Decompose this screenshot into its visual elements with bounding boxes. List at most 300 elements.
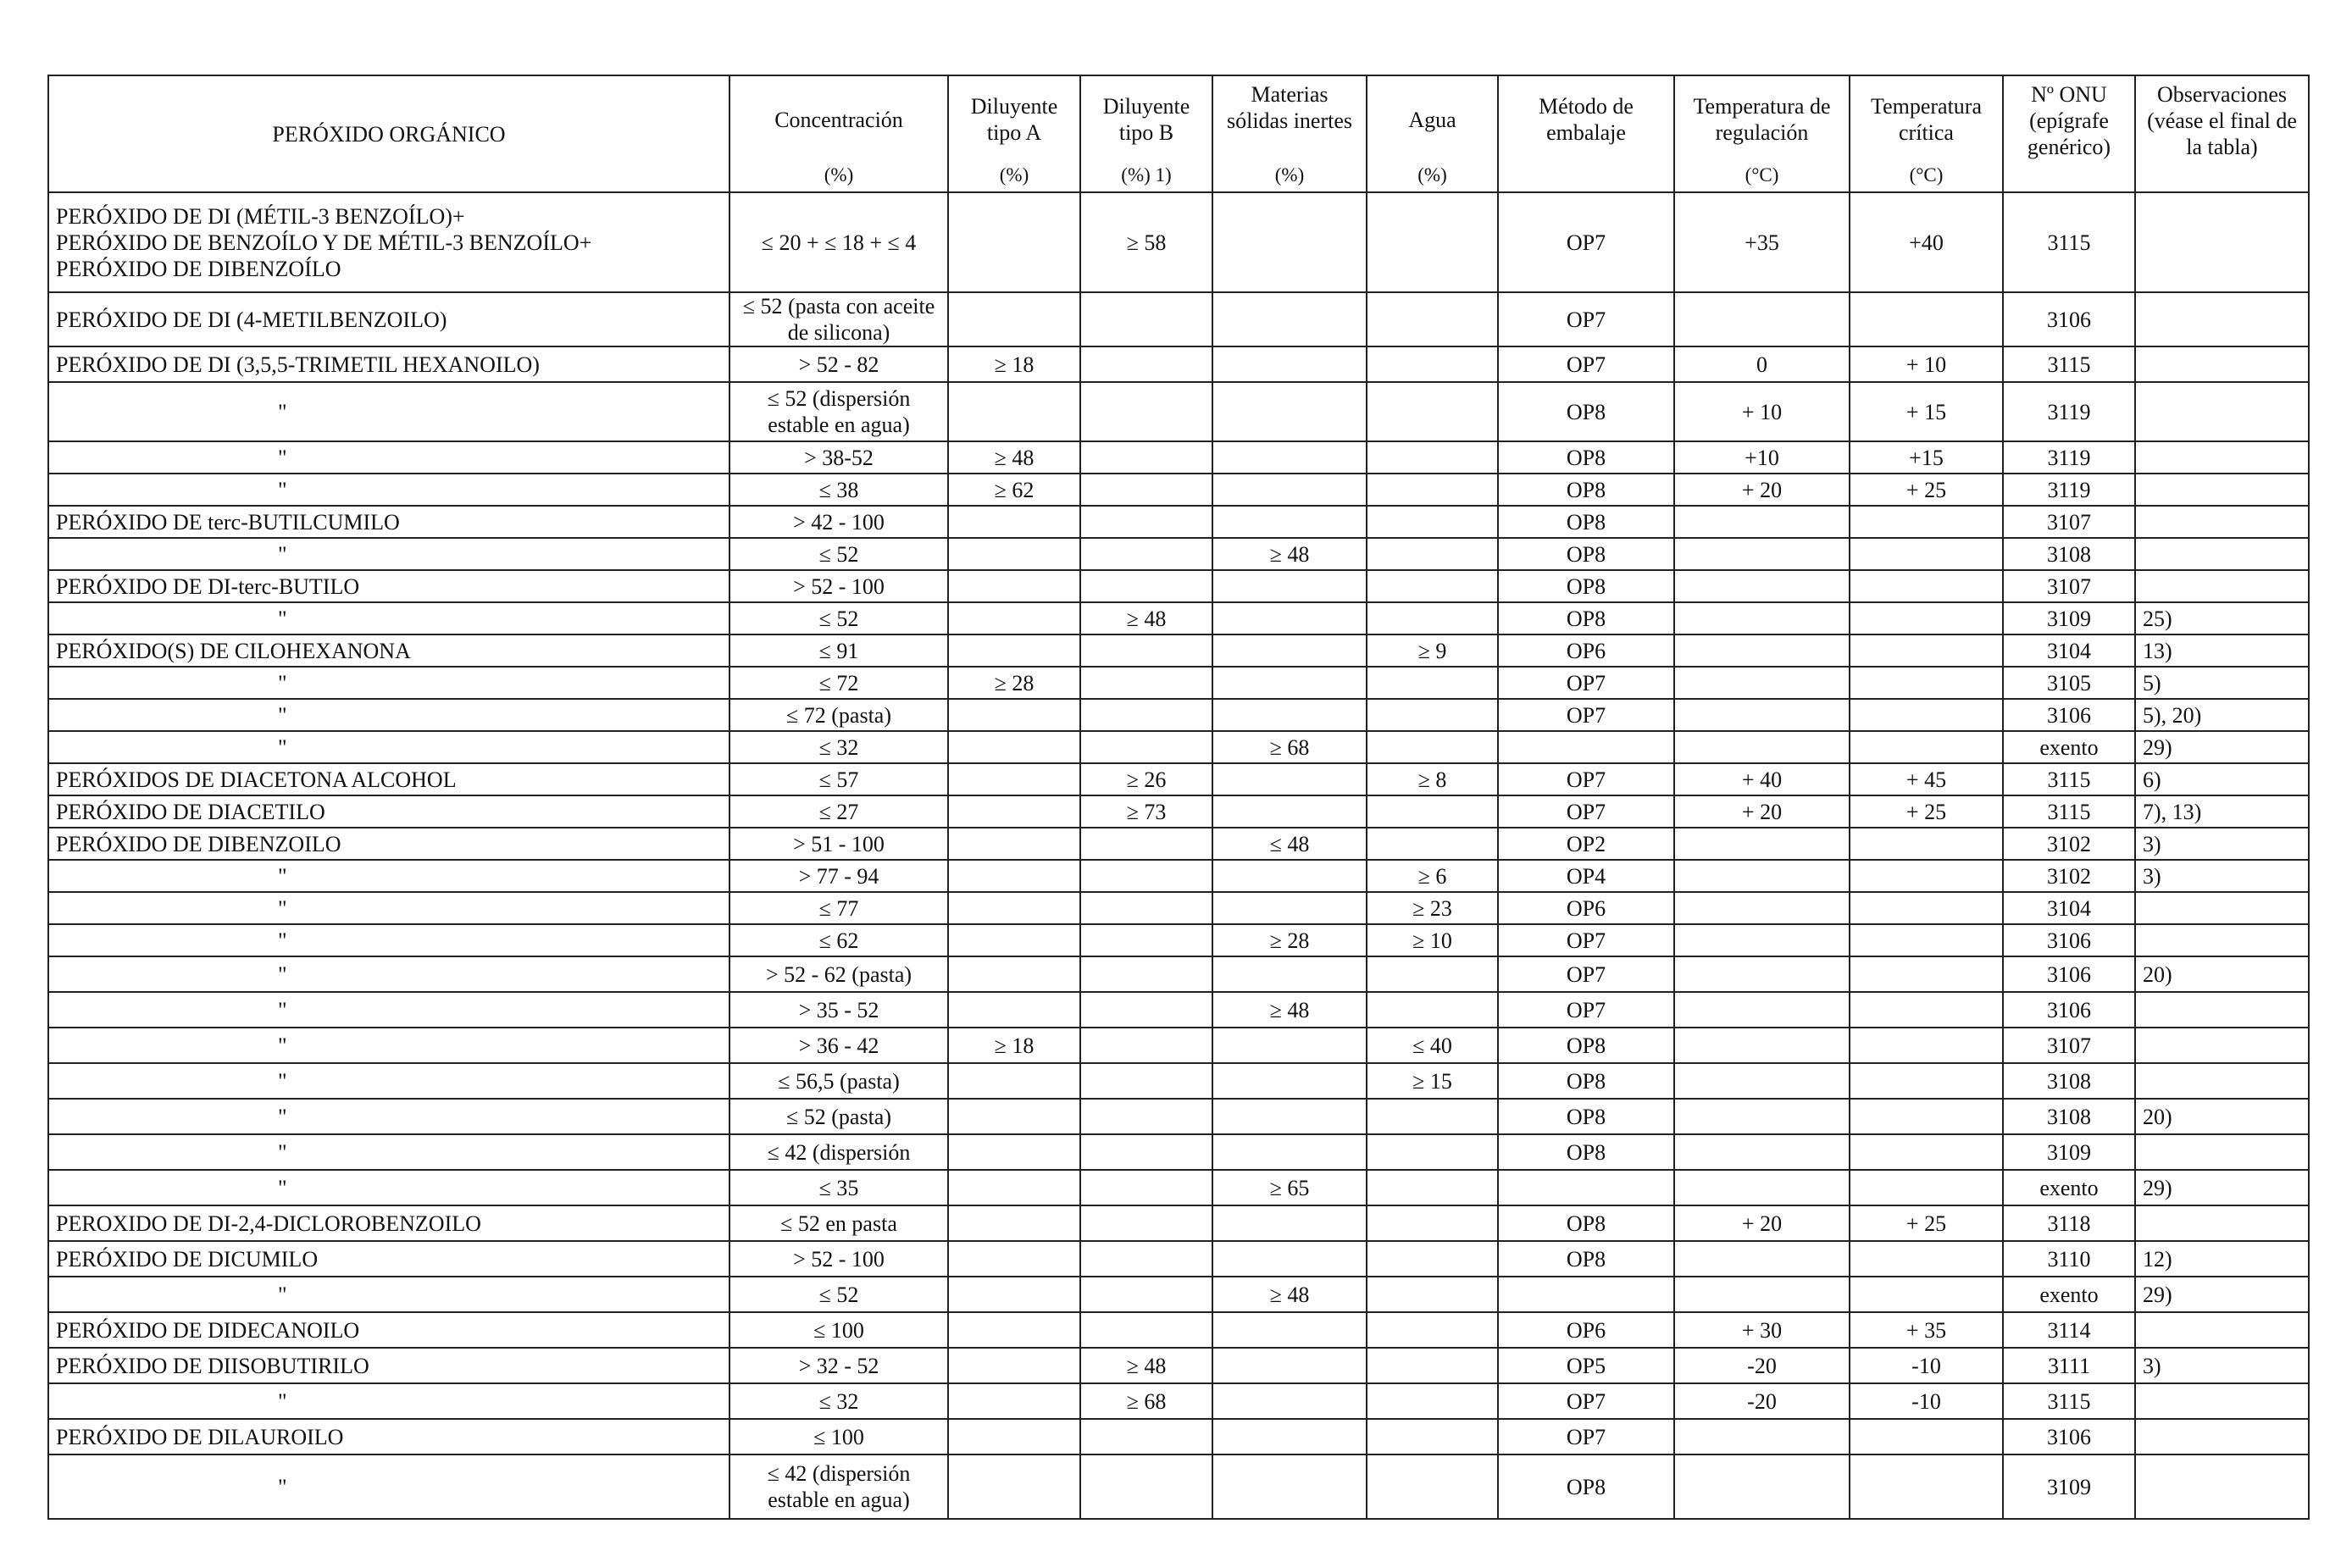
- cell-observaciones: [2135, 1383, 2309, 1419]
- cell-diluyente-b: [1080, 924, 1212, 956]
- cell-diluyente-b: [1080, 506, 1212, 538]
- cell-metodo: OP8: [1498, 538, 1674, 570]
- cell-observaciones: [2135, 1134, 2309, 1170]
- cell-concentracion: ≤ 38: [729, 474, 948, 506]
- cell-materias: [1212, 474, 1367, 506]
- cell-onu: 3107: [2003, 1028, 2135, 1063]
- cell-name: PERÓXIDO DE DIACETILO: [48, 795, 729, 828]
- cell-observaciones: [2135, 441, 2309, 474]
- cell-diluyente-a: [948, 506, 1080, 538]
- cell-observaciones: [2135, 892, 2309, 924]
- table-row: [48, 192, 2309, 292]
- cell-name: ": [48, 474, 729, 506]
- cell-temp-regulacion: [1674, 1241, 1850, 1277]
- header-temp-regulacion: Temperatura de regulación (°C): [1674, 75, 1850, 192]
- cell-temp-critica: + 10: [1850, 346, 2003, 382]
- cell-temp-critica: +40: [1850, 192, 2003, 292]
- cell-temp-regulacion: + 30: [1674, 1312, 1850, 1348]
- cell-observaciones: [2135, 538, 2309, 570]
- table-row: [48, 860, 2309, 892]
- cell-temp-critica: [1850, 538, 2003, 570]
- cell-name: ": [48, 731, 729, 763]
- cell-temp-regulacion: [1674, 992, 1850, 1028]
- cell-observaciones: 12): [2135, 1241, 2309, 1277]
- cell-observaciones: 20): [2135, 956, 2309, 992]
- cell-concentracion: > 52 - 100: [729, 570, 948, 602]
- cell-temp-regulacion: [1674, 667, 1850, 699]
- header-temp-critica: Temperatura crítica (°C): [1850, 75, 2003, 192]
- cell-materias: ≥ 48: [1212, 538, 1367, 570]
- cell-temp-critica: [1850, 1454, 2003, 1519]
- cell-name: ": [48, 538, 729, 570]
- cell-materias: [1212, 292, 1367, 346]
- cell-metodo: OP7: [1498, 292, 1674, 346]
- cell-temp-critica: + 45: [1850, 763, 2003, 795]
- cell-agua: ≥ 23: [1367, 892, 1498, 924]
- cell-diluyente-a: [948, 538, 1080, 570]
- cell-agua: [1367, 1241, 1498, 1277]
- cell-agua: [1367, 667, 1498, 699]
- cell-metodo: OP8: [1498, 1063, 1674, 1099]
- cell-temp-critica: + 25: [1850, 1205, 2003, 1241]
- cell-observaciones: [2135, 1205, 2309, 1241]
- cell-temp-regulacion: +10: [1674, 441, 1850, 474]
- cell-name: ": [48, 667, 729, 699]
- cell-materias: [1212, 441, 1367, 474]
- cell-agua: [1367, 506, 1498, 538]
- cell-metodo: OP8: [1498, 570, 1674, 602]
- cell-onu: 3119: [2003, 441, 2135, 474]
- cell-diluyente-b: [1080, 570, 1212, 602]
- cell-metodo: OP7: [1498, 956, 1674, 992]
- cell-name: ": [48, 1454, 729, 1519]
- table-row: [48, 570, 2309, 602]
- cell-onu: 3102: [2003, 860, 2135, 892]
- header-peroxido: PERÓXIDO ORGÁNICO: [48, 75, 729, 192]
- cell-concentracion: ≤ 72 (pasta): [729, 699, 948, 731]
- table-row: [48, 1419, 2309, 1454]
- cell-agua: [1367, 1383, 1498, 1419]
- cell-agua: [1367, 1170, 1498, 1205]
- cell-diluyente-a: [948, 570, 1080, 602]
- cell-diluyente-b: [1080, 828, 1212, 860]
- cell-diluyente-a: [948, 602, 1080, 634]
- cell-observaciones: [2135, 1312, 2309, 1348]
- table-row: [48, 1205, 2309, 1241]
- cell-metodo: [1498, 1170, 1674, 1205]
- cell-name: ": [48, 860, 729, 892]
- cell-temp-critica: [1850, 924, 2003, 956]
- cell-name: PERÓXIDO DE DIDECANOILO: [48, 1312, 729, 1348]
- cell-temp-regulacion: [1674, 1454, 1850, 1519]
- cell-agua: [1367, 1454, 1498, 1519]
- cell-temp-regulacion: -20: [1674, 1383, 1850, 1419]
- cell-temp-regulacion: [1674, 828, 1850, 860]
- cell-concentracion: ≤ 72: [729, 667, 948, 699]
- cell-diluyente-b: [1080, 1028, 1212, 1063]
- cell-name: ": [48, 1063, 729, 1099]
- cell-materias: [1212, 1134, 1367, 1170]
- table-row: [48, 538, 2309, 570]
- cell-observaciones: [2135, 474, 2309, 506]
- cell-materias: [1212, 1205, 1367, 1241]
- cell-name: ": [48, 924, 729, 956]
- cell-diluyente-a: [948, 1348, 1080, 1383]
- cell-observaciones: 20): [2135, 1099, 2309, 1134]
- table-row: [48, 1454, 2309, 1519]
- cell-temp-regulacion: [1674, 570, 1850, 602]
- cell-observaciones: 13): [2135, 634, 2309, 667]
- cell-diluyente-a: [948, 382, 1080, 441]
- cell-name: ": [48, 441, 729, 474]
- table-row: [48, 795, 2309, 828]
- cell-temp-regulacion: [1674, 506, 1850, 538]
- cell-name: PERÓXIDO DE DIISOBUTIRILO: [48, 1348, 729, 1383]
- cell-diluyente-b: [1080, 699, 1212, 731]
- cell-materias: [1212, 506, 1367, 538]
- cell-diluyente-a: [948, 1063, 1080, 1099]
- cell-onu: 3106: [2003, 292, 2135, 346]
- cell-agua: [1367, 602, 1498, 634]
- cell-temp-regulacion: [1674, 1063, 1850, 1099]
- cell-diluyente-b: [1080, 1063, 1212, 1099]
- cell-temp-critica: [1850, 634, 2003, 667]
- cell-onu: 3104: [2003, 892, 2135, 924]
- table-row: [48, 731, 2309, 763]
- cell-name: PERÓXIDO DE DI-terc-BUTILO: [48, 570, 729, 602]
- cell-temp-critica: [1850, 892, 2003, 924]
- cell-diluyente-b: [1080, 292, 1212, 346]
- table-row: [48, 382, 2309, 441]
- cell-agua: [1367, 828, 1498, 860]
- cell-temp-critica: [1850, 1419, 2003, 1454]
- cell-agua: [1367, 441, 1498, 474]
- header-agua: Agua (%): [1367, 75, 1498, 192]
- cell-concentracion: > 51 - 100: [729, 828, 948, 860]
- cell-agua: [1367, 795, 1498, 828]
- cell-observaciones: [2135, 1419, 2309, 1454]
- table-row: [48, 1348, 2309, 1383]
- cell-diluyente-b: [1080, 956, 1212, 992]
- cell-name: PERÓXIDO DE DILAUROILO: [48, 1419, 729, 1454]
- cell-metodo: OP7: [1498, 1419, 1674, 1454]
- cell-temp-regulacion: [1674, 292, 1850, 346]
- cell-observaciones: [2135, 346, 2309, 382]
- cell-observaciones: 25): [2135, 602, 2309, 634]
- cell-concentracion: ≤ 52: [729, 1277, 948, 1312]
- table-row: [48, 441, 2309, 474]
- cell-diluyente-b: ≥ 73: [1080, 795, 1212, 828]
- cell-diluyente-a: ≥ 18: [948, 346, 1080, 382]
- cell-temp-regulacion: [1674, 1419, 1850, 1454]
- cell-diluyente-a: [948, 699, 1080, 731]
- header-concentracion: Concentración (%): [729, 75, 948, 192]
- cell-diluyente-b: [1080, 634, 1212, 667]
- cell-materias: [1212, 699, 1367, 731]
- cell-observaciones: 3): [2135, 828, 2309, 860]
- cell-agua: [1367, 956, 1498, 992]
- cell-onu: 3107: [2003, 570, 2135, 602]
- cell-concentracion: ≤ 42 (dispersión: [729, 1134, 948, 1170]
- cell-diluyente-a: [948, 992, 1080, 1028]
- cell-concentracion: ≤ 52: [729, 602, 948, 634]
- cell-observaciones: [2135, 1028, 2309, 1063]
- cell-agua: ≥ 9: [1367, 634, 1498, 667]
- cell-diluyente-b: [1080, 1419, 1212, 1454]
- cell-materias: [1212, 1312, 1367, 1348]
- cell-temp-regulacion: + 40: [1674, 763, 1850, 795]
- cell-diluyente-a: [948, 731, 1080, 763]
- cell-materias: [1212, 1099, 1367, 1134]
- cell-agua: [1367, 992, 1498, 1028]
- header-diluyente-a: Diluyente tipo A (%): [948, 75, 1080, 192]
- cell-name: PERÓXIDO(S) DE CILOHEXANONA: [48, 634, 729, 667]
- cell-temp-regulacion: + 20: [1674, 795, 1850, 828]
- cell-diluyente-b: [1080, 860, 1212, 892]
- cell-name: PERÓXIDO DE DICUMILO: [48, 1241, 729, 1277]
- cell-diluyente-a: [948, 292, 1080, 346]
- cell-metodo: OP8: [1498, 1454, 1674, 1519]
- table-row: [48, 924, 2309, 956]
- cell-diluyente-a: [948, 795, 1080, 828]
- table-row: [48, 634, 2309, 667]
- cell-temp-critica: + 25: [1850, 795, 2003, 828]
- cell-temp-critica: [1850, 570, 2003, 602]
- cell-temp-critica: -10: [1850, 1348, 2003, 1383]
- cell-observaciones: [2135, 992, 2309, 1028]
- header-diluyente-b: Diluyente tipo B (%) 1): [1080, 75, 1212, 192]
- cell-name: ": [48, 1277, 729, 1312]
- cell-concentracion: > 32 - 52: [729, 1348, 948, 1383]
- cell-temp-critica: [1850, 699, 2003, 731]
- cell-metodo: [1498, 731, 1674, 763]
- cell-materias: [1212, 382, 1367, 441]
- table-row: [48, 1134, 2309, 1170]
- cell-onu: 3119: [2003, 382, 2135, 441]
- cell-observaciones: [2135, 292, 2309, 346]
- cell-onu: 3106: [2003, 924, 2135, 956]
- cell-temp-regulacion: [1674, 699, 1850, 731]
- cell-materias: [1212, 956, 1367, 992]
- cell-temp-critica: [1850, 292, 2003, 346]
- cell-agua: [1367, 192, 1498, 292]
- table-row: [48, 1099, 2309, 1134]
- cell-diluyente-a: [948, 1134, 1080, 1170]
- cell-name: ": [48, 602, 729, 634]
- cell-metodo: OP8: [1498, 506, 1674, 538]
- cell-name: PERÓXIDOS DE DIACETONA ALCOHOL: [48, 763, 729, 795]
- cell-metodo: OP2: [1498, 828, 1674, 860]
- cell-diluyente-b: [1080, 441, 1212, 474]
- cell-temp-regulacion: [1674, 1170, 1850, 1205]
- cell-materias: [1212, 667, 1367, 699]
- table-row: [48, 1028, 2309, 1063]
- cell-name: PERÓXIDO DE DI (MÉTIL-3 BENZOÍLO)+ PERÓXIDO DE BENZOÍLO Y DE MÉTIL-3 BENZOÍLO+ PERÓXIDO DE DIBENZOÍLO: [48, 192, 729, 292]
- cell-name: ": [48, 1028, 729, 1063]
- cell-concentracion: > 35 - 52: [729, 992, 948, 1028]
- cell-diluyente-b: [1080, 731, 1212, 763]
- cell-materias: ≥ 65: [1212, 1170, 1367, 1205]
- cell-concentracion: ≤ 100: [729, 1419, 948, 1454]
- cell-onu: exento: [2003, 1170, 2135, 1205]
- cell-temp-critica: [1850, 956, 2003, 992]
- cell-temp-critica: [1850, 731, 2003, 763]
- cell-materias: [1212, 1241, 1367, 1277]
- cell-diluyente-b: ≥ 48: [1080, 1348, 1212, 1383]
- cell-onu: 3118: [2003, 1205, 2135, 1241]
- cell-concentracion: ≤ 57: [729, 763, 948, 795]
- table-row: [48, 346, 2309, 382]
- cell-concentracion: ≤ 32: [729, 1383, 948, 1419]
- cell-agua: [1367, 1312, 1498, 1348]
- cell-agua: [1367, 538, 1498, 570]
- cell-onu: 3104: [2003, 634, 2135, 667]
- cell-onu: 3107: [2003, 506, 2135, 538]
- cell-concentracion: ≤ 77: [729, 892, 948, 924]
- cell-concentracion: ≤ 100: [729, 1312, 948, 1348]
- cell-name: PEROXIDO DE DI-2,4-DICLOROBENZOILO: [48, 1205, 729, 1241]
- table-row: [48, 699, 2309, 731]
- cell-onu: 3106: [2003, 992, 2135, 1028]
- cell-concentracion: ≤ 35: [729, 1170, 948, 1205]
- table-row: [48, 828, 2309, 860]
- cell-onu: 3109: [2003, 602, 2135, 634]
- cell-metodo: OP8: [1498, 1099, 1674, 1134]
- cell-concentracion: ≤ 52 (pasta con aceite de silicona): [729, 292, 948, 346]
- cell-metodo: OP7: [1498, 992, 1674, 1028]
- cell-concentracion: > 36 - 42: [729, 1028, 948, 1063]
- cell-name: ": [48, 699, 729, 731]
- cell-diluyente-a: [948, 1454, 1080, 1519]
- cell-diluyente-a: [948, 892, 1080, 924]
- cell-diluyente-b: [1080, 1312, 1212, 1348]
- cell-concentracion: > 77 - 94: [729, 860, 948, 892]
- cell-agua: [1367, 346, 1498, 382]
- cell-agua: ≥ 15: [1367, 1063, 1498, 1099]
- cell-onu: exento: [2003, 1277, 2135, 1312]
- cell-onu: 3115: [2003, 1383, 2135, 1419]
- cell-onu: 3114: [2003, 1312, 2135, 1348]
- cell-observaciones: 5), 20): [2135, 699, 2309, 731]
- cell-concentracion: ≤ 52 en pasta: [729, 1205, 948, 1241]
- cell-onu: exento: [2003, 731, 2135, 763]
- cell-temp-regulacion: 0: [1674, 346, 1850, 382]
- cell-concentracion: ≤ 42 (dispersión estable en agua): [729, 1454, 948, 1519]
- cell-name: PERÓXIDO DE DI (4-METILBENZOILO): [48, 292, 729, 346]
- cell-diluyente-b: [1080, 1205, 1212, 1241]
- header-observaciones: Observaciones (véase el final de la tabla): [2135, 75, 2309, 192]
- cell-diluyente-a: [948, 1312, 1080, 1348]
- cell-diluyente-b: [1080, 667, 1212, 699]
- cell-onu: 3102: [2003, 828, 2135, 860]
- cell-temp-regulacion: [1674, 956, 1850, 992]
- cell-metodo: [1498, 1277, 1674, 1312]
- cell-materias: [1212, 892, 1367, 924]
- table-row: [48, 602, 2309, 634]
- cell-name: ": [48, 1170, 729, 1205]
- cell-metodo: OP5: [1498, 1348, 1674, 1383]
- cell-diluyente-a: [948, 1170, 1080, 1205]
- cell-materias: [1212, 860, 1367, 892]
- cell-onu: 3115: [2003, 763, 2135, 795]
- table-row: [48, 1170, 2309, 1205]
- cell-temp-regulacion: [1674, 731, 1850, 763]
- table-row: [48, 667, 2309, 699]
- cell-temp-regulacion: -20: [1674, 1348, 1850, 1383]
- cell-onu: 3108: [2003, 1063, 2135, 1099]
- cell-agua: [1367, 1419, 1498, 1454]
- cell-metodo: OP8: [1498, 1205, 1674, 1241]
- cell-agua: [1367, 1277, 1498, 1312]
- cell-agua: ≥ 6: [1367, 860, 1498, 892]
- cell-temp-regulacion: + 20: [1674, 474, 1850, 506]
- cell-temp-critica: + 15: [1850, 382, 2003, 441]
- cell-materias: ≥ 48: [1212, 1277, 1367, 1312]
- cell-concentracion: ≤ 52 (pasta): [729, 1099, 948, 1134]
- cell-materias: [1212, 1383, 1367, 1419]
- cell-materias: [1212, 602, 1367, 634]
- cell-concentracion: ≤ 27: [729, 795, 948, 828]
- cell-temp-critica: [1850, 992, 2003, 1028]
- cell-diluyente-b: [1080, 382, 1212, 441]
- cell-concentracion: > 52 - 82: [729, 346, 948, 382]
- cell-name: ": [48, 1099, 729, 1134]
- cell-temp-critica: [1850, 506, 2003, 538]
- cell-temp-critica: [1850, 1028, 2003, 1063]
- cell-onu: 3108: [2003, 538, 2135, 570]
- cell-temp-regulacion: [1674, 860, 1850, 892]
- cell-diluyente-b: [1080, 538, 1212, 570]
- cell-observaciones: 3): [2135, 860, 2309, 892]
- peroxide-table: [47, 75, 2310, 1520]
- cell-concentracion: ≤ 52: [729, 538, 948, 570]
- cell-temp-regulacion: [1674, 892, 1850, 924]
- cell-materias: ≥ 28: [1212, 924, 1367, 956]
- table-row: [48, 763, 2309, 795]
- cell-diluyente-a: [948, 1383, 1080, 1419]
- cell-temp-regulacion: [1674, 538, 1850, 570]
- cell-observaciones: [2135, 382, 2309, 441]
- cell-observaciones: 5): [2135, 667, 2309, 699]
- header-metodo: Método de embalaje: [1498, 75, 1674, 192]
- cell-temp-regulacion: + 20: [1674, 1205, 1850, 1241]
- cell-temp-regulacion: [1674, 1134, 1850, 1170]
- cell-diluyente-b: [1080, 1277, 1212, 1312]
- cell-metodo: OP7: [1498, 667, 1674, 699]
- cell-agua: ≥ 10: [1367, 924, 1498, 956]
- cell-agua: [1367, 1134, 1498, 1170]
- cell-materias: [1212, 192, 1367, 292]
- cell-temp-critica: [1850, 1134, 2003, 1170]
- cell-agua: [1367, 474, 1498, 506]
- cell-onu: 3119: [2003, 474, 2135, 506]
- cell-concentracion: ≤ 62: [729, 924, 948, 956]
- header-onu: Nº ONU (epígrafe genérico): [2003, 75, 2135, 192]
- cell-diluyente-a: [948, 924, 1080, 956]
- cell-diluyente-a: [948, 956, 1080, 992]
- cell-diluyente-a: [948, 1419, 1080, 1454]
- cell-agua: [1367, 1348, 1498, 1383]
- cell-name: PERÓXIDO DE DIBENZOILO: [48, 828, 729, 860]
- cell-agua: [1367, 1205, 1498, 1241]
- cell-materias: [1212, 346, 1367, 382]
- cell-onu: 3115: [2003, 795, 2135, 828]
- cell-observaciones: 29): [2135, 731, 2309, 763]
- cell-onu: 3111: [2003, 1348, 2135, 1383]
- cell-metodo: OP6: [1498, 892, 1674, 924]
- cell-onu: 3106: [2003, 699, 2135, 731]
- cell-metodo: OP8: [1498, 474, 1674, 506]
